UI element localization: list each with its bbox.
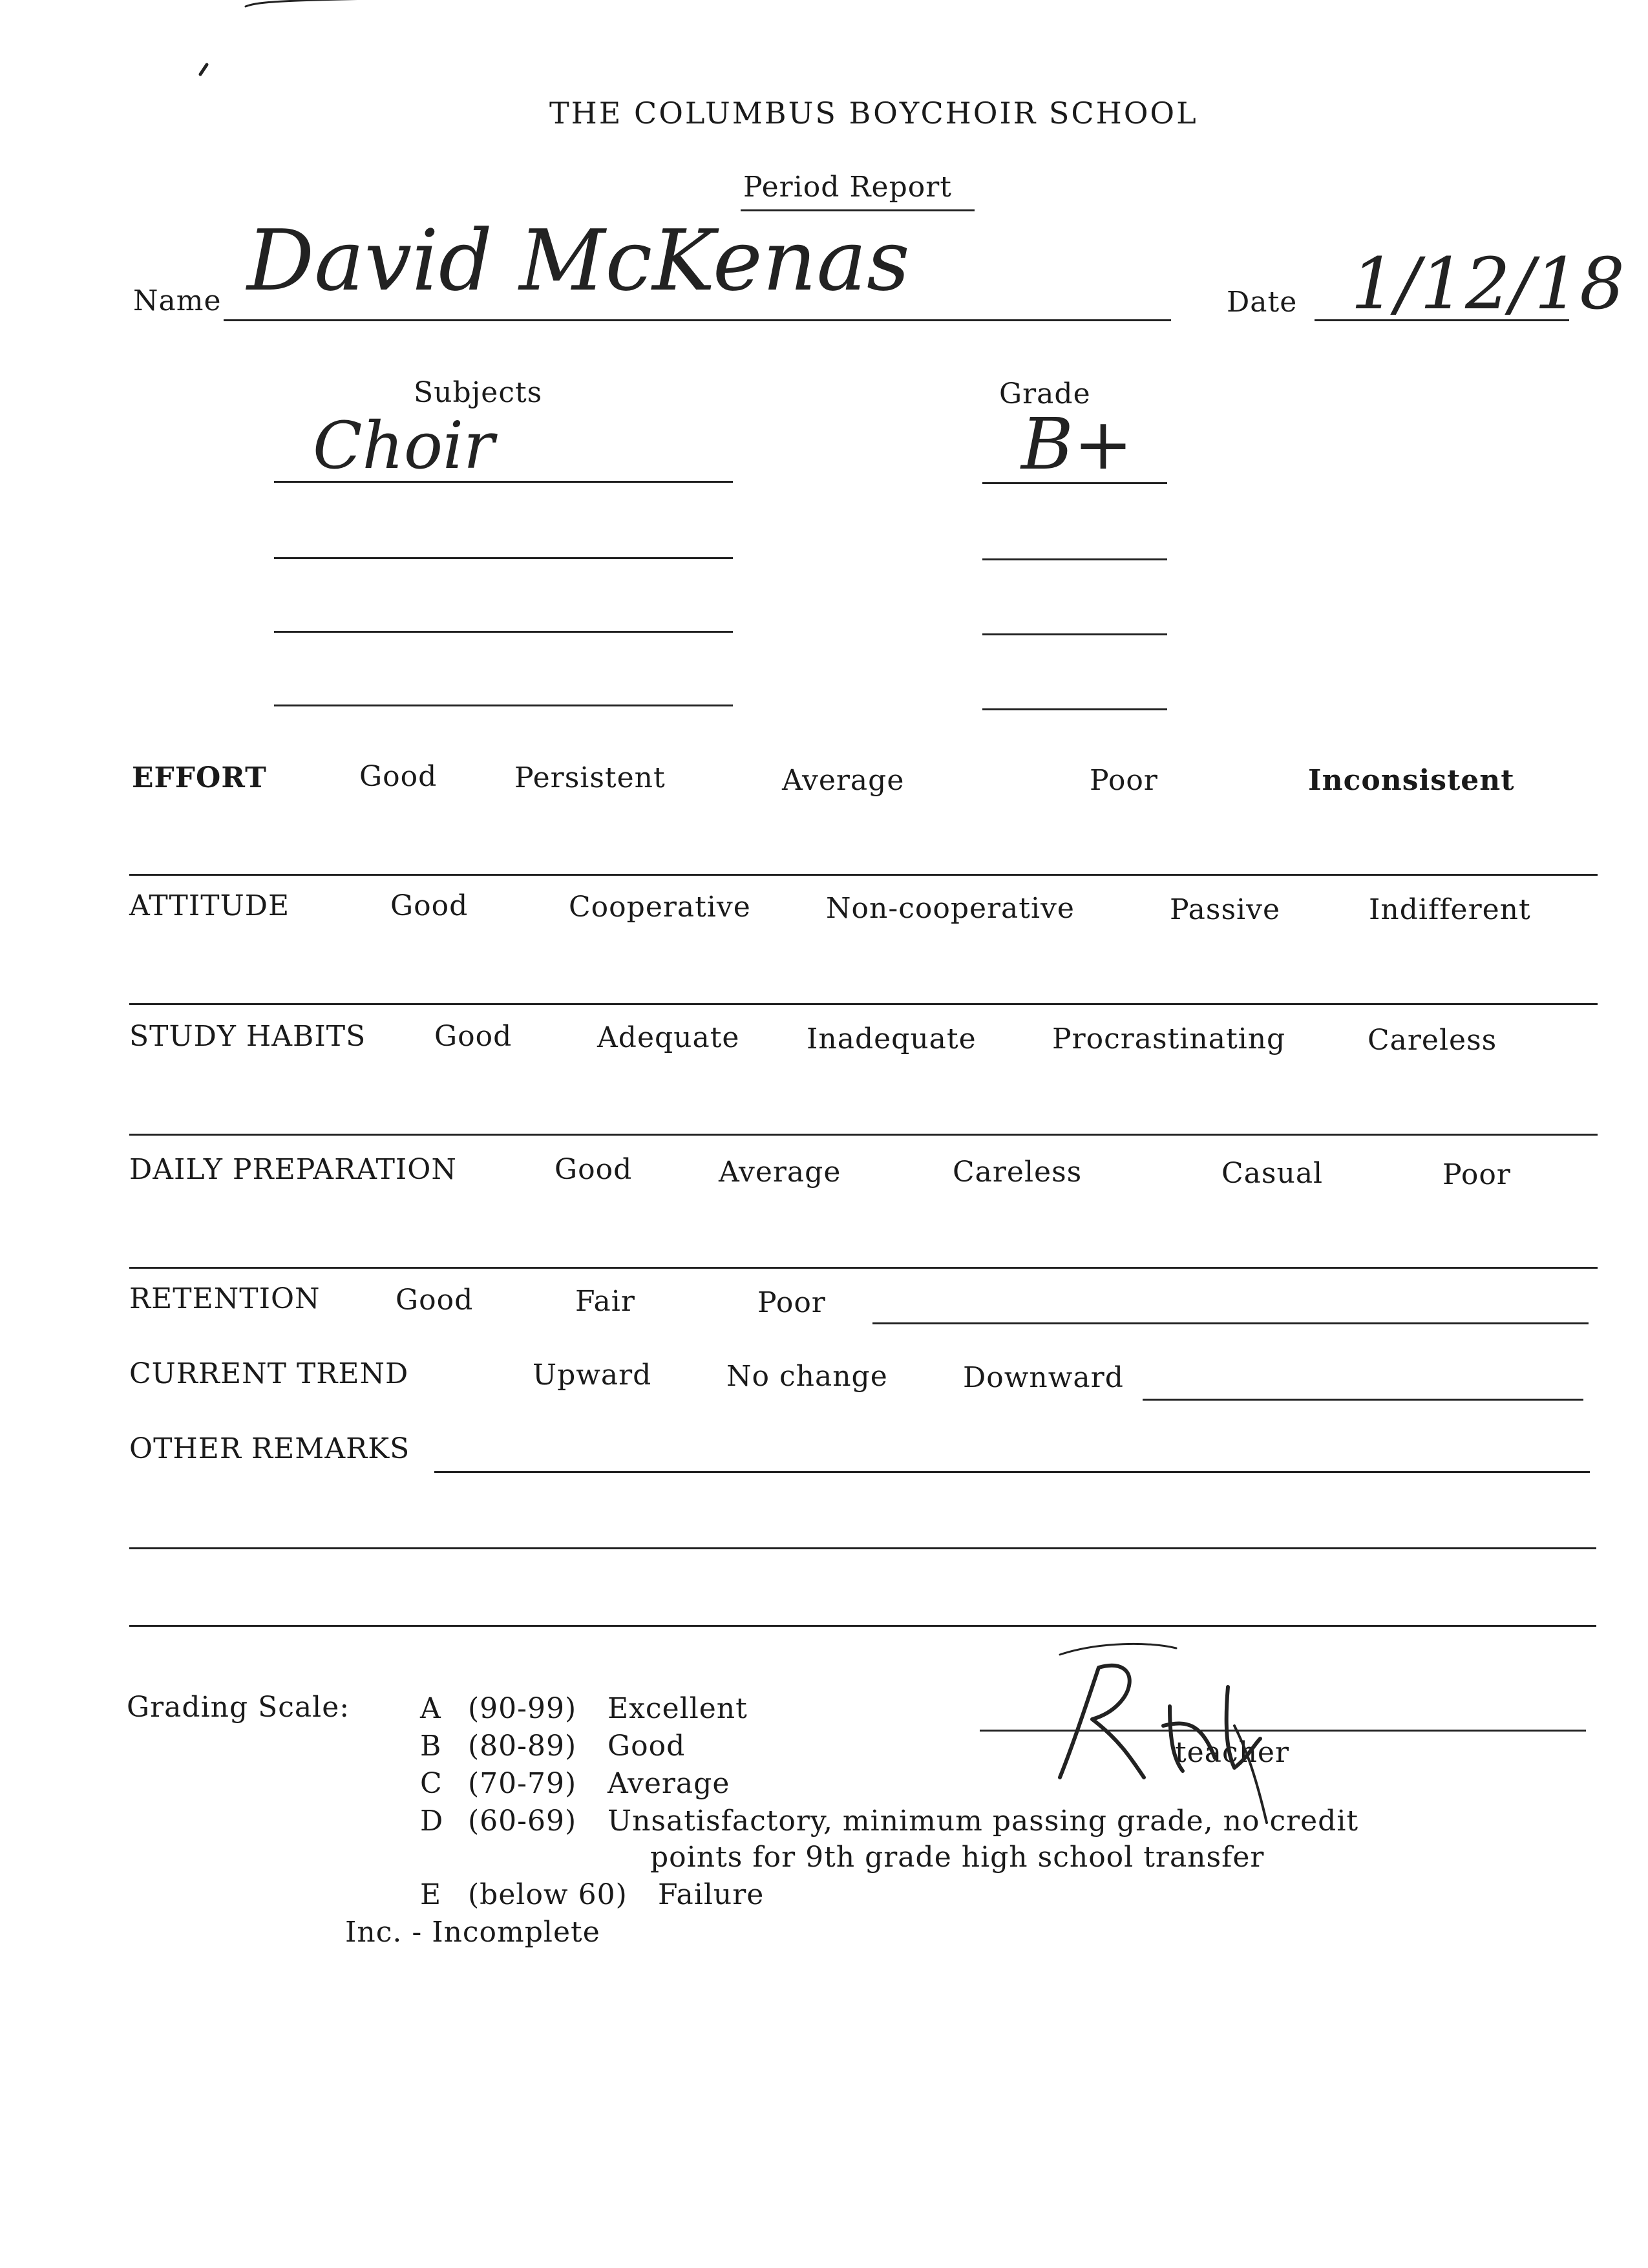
grade-e-range: (below 60) bbox=[468, 1878, 628, 1911]
grade-d-range: (60-69) bbox=[468, 1805, 577, 1838]
grade-d-continuation: points for 9th grade high school transfer bbox=[650, 1841, 1265, 1874]
school-title: THE COLUMBUS BOYCHOIR SCHOOL bbox=[549, 96, 1198, 131]
date-label: Date bbox=[1227, 286, 1298, 319]
name-line bbox=[224, 319, 1171, 321]
grade-c-letter: C bbox=[420, 1767, 443, 1800]
grade-a-meaning: Excellent bbox=[607, 1692, 748, 1725]
daily-preparation-option-average: Average bbox=[719, 1156, 841, 1189]
study-habits-option-procrastinating: Procrastinating bbox=[1052, 1023, 1286, 1055]
attitude-label: ATTITUDE bbox=[129, 889, 290, 922]
scan-mark-top-left bbox=[174, 0, 304, 84]
study-habits-label: STUDY HABITS bbox=[129, 1020, 366, 1053]
daily-preparation-option-good: Good bbox=[555, 1153, 633, 1186]
retention-blank-line bbox=[872, 1322, 1589, 1324]
effort-option-inconsistent: Inconsistent bbox=[1308, 764, 1515, 797]
signature-label: teacher bbox=[1175, 1736, 1290, 1769]
current-trend-option-downward: Downward bbox=[963, 1361, 1124, 1394]
report-title: Period Report bbox=[743, 171, 952, 204]
grade-1-value: B+ bbox=[1021, 403, 1134, 485]
daily-preparation-option-poor: Poor bbox=[1442, 1158, 1511, 1191]
retention-option-fair: Fair bbox=[575, 1285, 635, 1318]
current-trend-label: CURRENT TREND bbox=[129, 1357, 409, 1390]
other-remarks-line-2 bbox=[129, 1547, 1596, 1549]
effort-option-poor: Poor bbox=[1090, 764, 1158, 797]
grade-b-letter: B bbox=[420, 1730, 442, 1763]
grade-d-meaning: Unsatisfactory, minimum passing grade, no credit bbox=[607, 1805, 1359, 1838]
daily-preparation-divider bbox=[129, 1267, 1598, 1269]
study-habits-option-careless: Careless bbox=[1368, 1024, 1497, 1057]
grade-line-4 bbox=[982, 708, 1167, 710]
other-remarks-line-3 bbox=[129, 1625, 1596, 1627]
grade-line-3 bbox=[982, 633, 1167, 635]
current-trend-blank-line bbox=[1143, 1399, 1583, 1401]
grade-d-letter: D bbox=[420, 1805, 444, 1838]
grade-c-range: (70-79) bbox=[468, 1767, 577, 1800]
attitude-option-non-cooperative: Non-cooperative bbox=[826, 892, 1075, 925]
teacher-signature bbox=[1021, 1629, 1318, 1836]
attitude-option-cooperative: Cooperative bbox=[569, 891, 751, 924]
attitude-option-passive: Passive bbox=[1170, 893, 1280, 926]
subject-1-value: Choir bbox=[313, 408, 494, 483]
grade-incomplete: Inc. - Incomplete bbox=[345, 1916, 600, 1949]
current-trend-option-upward: Upward bbox=[533, 1359, 652, 1392]
effort-option-average: Average bbox=[782, 764, 905, 797]
grading-scale-label: Grading Scale: bbox=[127, 1691, 350, 1724]
current-trend-option-no-change: No change bbox=[726, 1360, 888, 1393]
attitude-option-good: Good bbox=[390, 889, 469, 922]
study-habits-divider bbox=[129, 1134, 1598, 1136]
other-remarks-line-1 bbox=[434, 1471, 1590, 1473]
grade-e-meaning: Failure bbox=[658, 1878, 765, 1911]
retention-option-poor: Poor bbox=[757, 1286, 826, 1319]
grade-a-letter: A bbox=[420, 1692, 441, 1725]
effort-option-good: Good bbox=[359, 760, 438, 793]
other-remarks-label: OTHER REMARKS bbox=[129, 1432, 410, 1465]
grade-b-meaning: Good bbox=[607, 1730, 686, 1763]
attitude-divider bbox=[129, 1003, 1598, 1005]
subjects-label: Subjects bbox=[414, 376, 543, 409]
daily-preparation-option-careless: Careless bbox=[953, 1156, 1083, 1189]
subject-line-2 bbox=[274, 557, 733, 559]
subject-line-4 bbox=[274, 705, 733, 706]
subject-line-3 bbox=[274, 631, 733, 633]
effort-label: EFFORT bbox=[132, 761, 267, 794]
retention-option-good: Good bbox=[396, 1284, 474, 1317]
effort-option-persistent: Persistent bbox=[514, 761, 666, 794]
study-habits-option-inadequate: Inadequate bbox=[807, 1023, 977, 1055]
name-value: David McKenas bbox=[247, 211, 910, 310]
retention-label: RETENTION bbox=[129, 1282, 321, 1315]
date-value: 1/12/18 bbox=[1351, 242, 1625, 325]
grade-line-2 bbox=[982, 558, 1167, 560]
grade-e-letter: E bbox=[420, 1878, 442, 1911]
daily-preparation-option-casual: Casual bbox=[1221, 1157, 1324, 1190]
study-habits-option-good: Good bbox=[434, 1020, 512, 1053]
grade-a-range: (90-99) bbox=[468, 1692, 577, 1725]
attitude-option-indifferent: Indifferent bbox=[1369, 893, 1531, 926]
grade-c-meaning: Average bbox=[607, 1767, 730, 1800]
name-label: Name bbox=[133, 284, 222, 317]
grade-b-range: (80-89) bbox=[468, 1730, 577, 1763]
grade-label: Grade bbox=[999, 377, 1091, 410]
study-habits-option-adequate: Adequate bbox=[597, 1021, 740, 1054]
effort-divider bbox=[129, 874, 1598, 876]
daily-preparation-label: DAILY PREPARATION bbox=[129, 1153, 457, 1186]
